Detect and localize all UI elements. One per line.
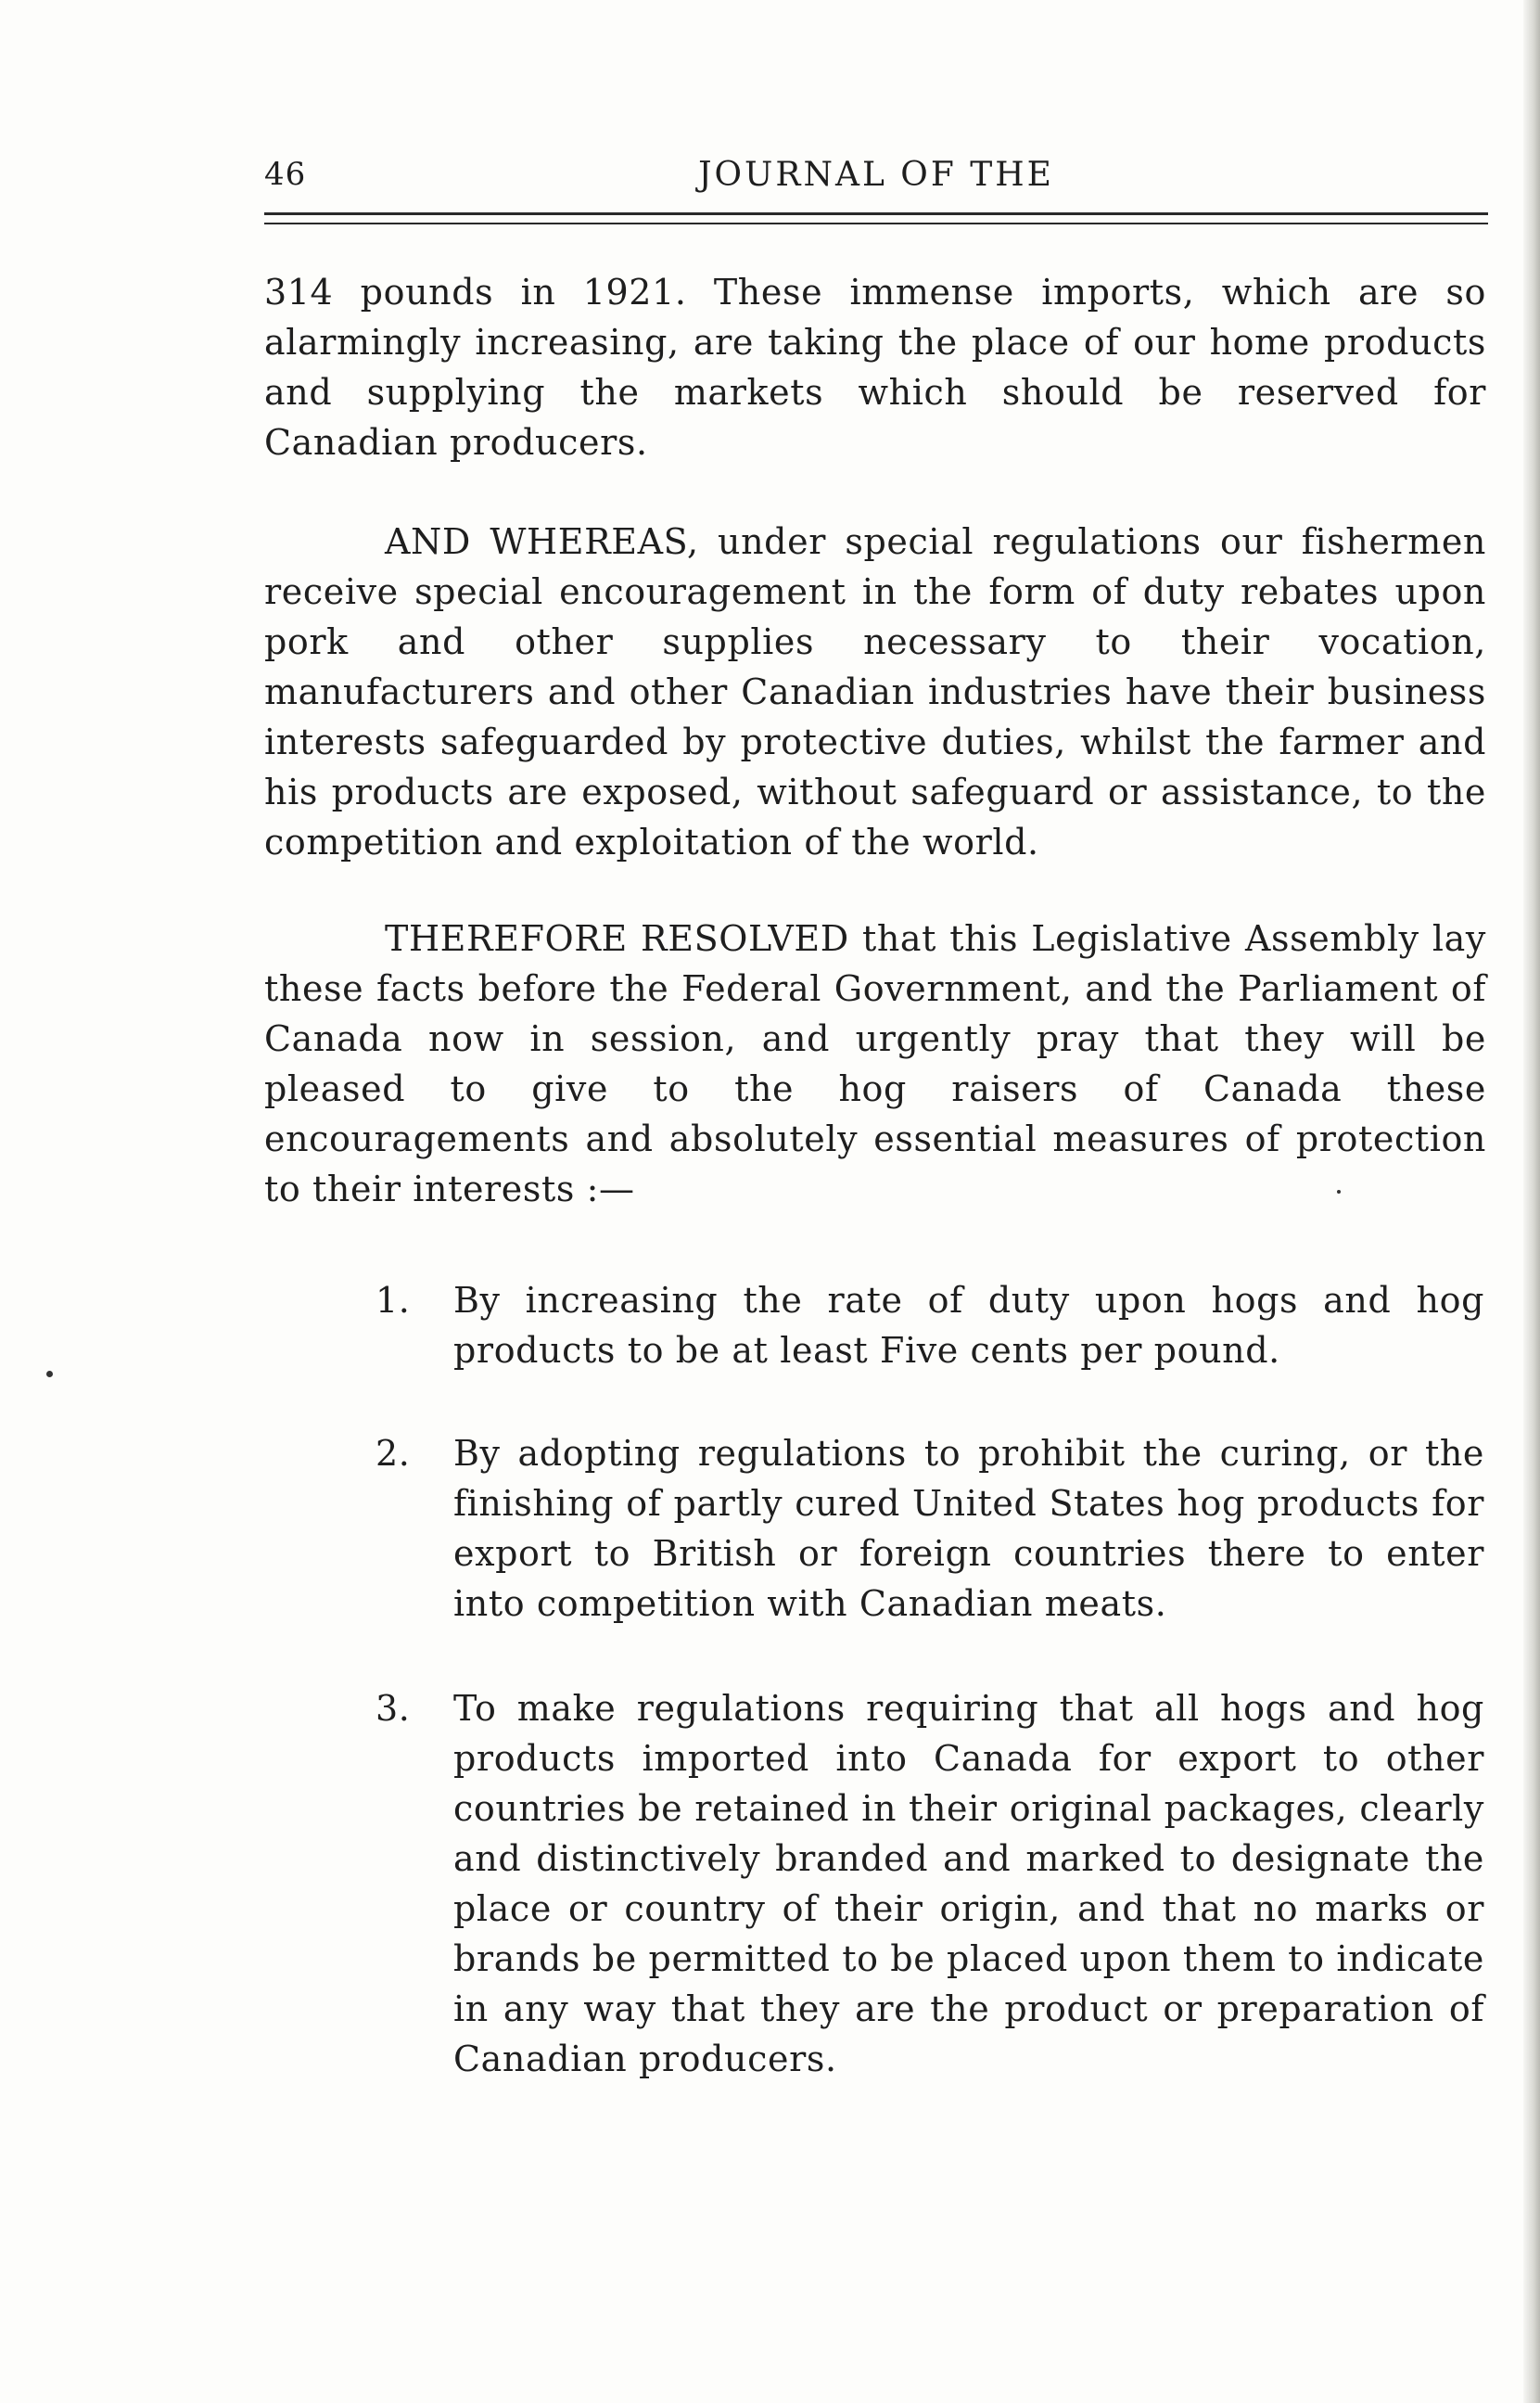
list-item-text: By increasing the rate of duty upon hogs and hog products to be at least Five cents per pound. [453,1280,1484,1371]
header-rule-top [264,212,1488,215]
running-title: JOURNAL OF THE [698,156,1054,194]
header-rule-bottom [264,223,1488,224]
print-speck [46,1371,53,1377]
list-item-number: 3. [375,1688,411,1729]
list-item-number: 1. [375,1280,411,1321]
paragraph-resolved: THEREFORE RESOLVED that this Legislative Assembly lay these facts before the Federal Government, and the Parliament of Canada now in session, and urgently pray that they will be pleased to give to the hog raisers of Canada these encouragements and absolutely essential measures of protection to their interests :— [264,918,1486,1209]
paragraph-whereas: AND WHEREAS, under special regulations our fishermen receive special encouragement in the form of duty rebates upon pork and other supplies necessary to their vocation, manufacturers and other Canadian industries have their business interests safeguarded by protective duties, whilst the farmer and his products are exposed, without safeguard or assistance, to the competition and exploitation of the world. [264,521,1486,863]
page-edge-shadow [1523,0,1540,2403]
list-item-number: 2. [375,1433,411,1474]
list-item-text: By adopting regulations to prohibit the curing, or the finishing of partly cured United States hog products for export to British or foreign countries there to enter into competition with Canadian meats. [453,1433,1484,1624]
paragraph-continuation: 314 pounds in 1921. These immense imports, which are so alarmingly increasing, are taking the place of our home products and supplying the markets which should be reserved for Canadian producers. [264,272,1486,463]
list-item-text: To make regulations requiring that all hogs and hog products imported into Canada for export to other countries be retained in their original packages, clearly and distinctively branded and marked to designate the place or country of their origin, and that no marks or brands be permitted to be placed upon them to indicate in any way that they are the product or preparation of Canadian producers. [453,1688,1484,2079]
running-header [264,156,1488,202]
page-number: 46 [264,156,307,193]
print-speck [1337,1190,1341,1194]
